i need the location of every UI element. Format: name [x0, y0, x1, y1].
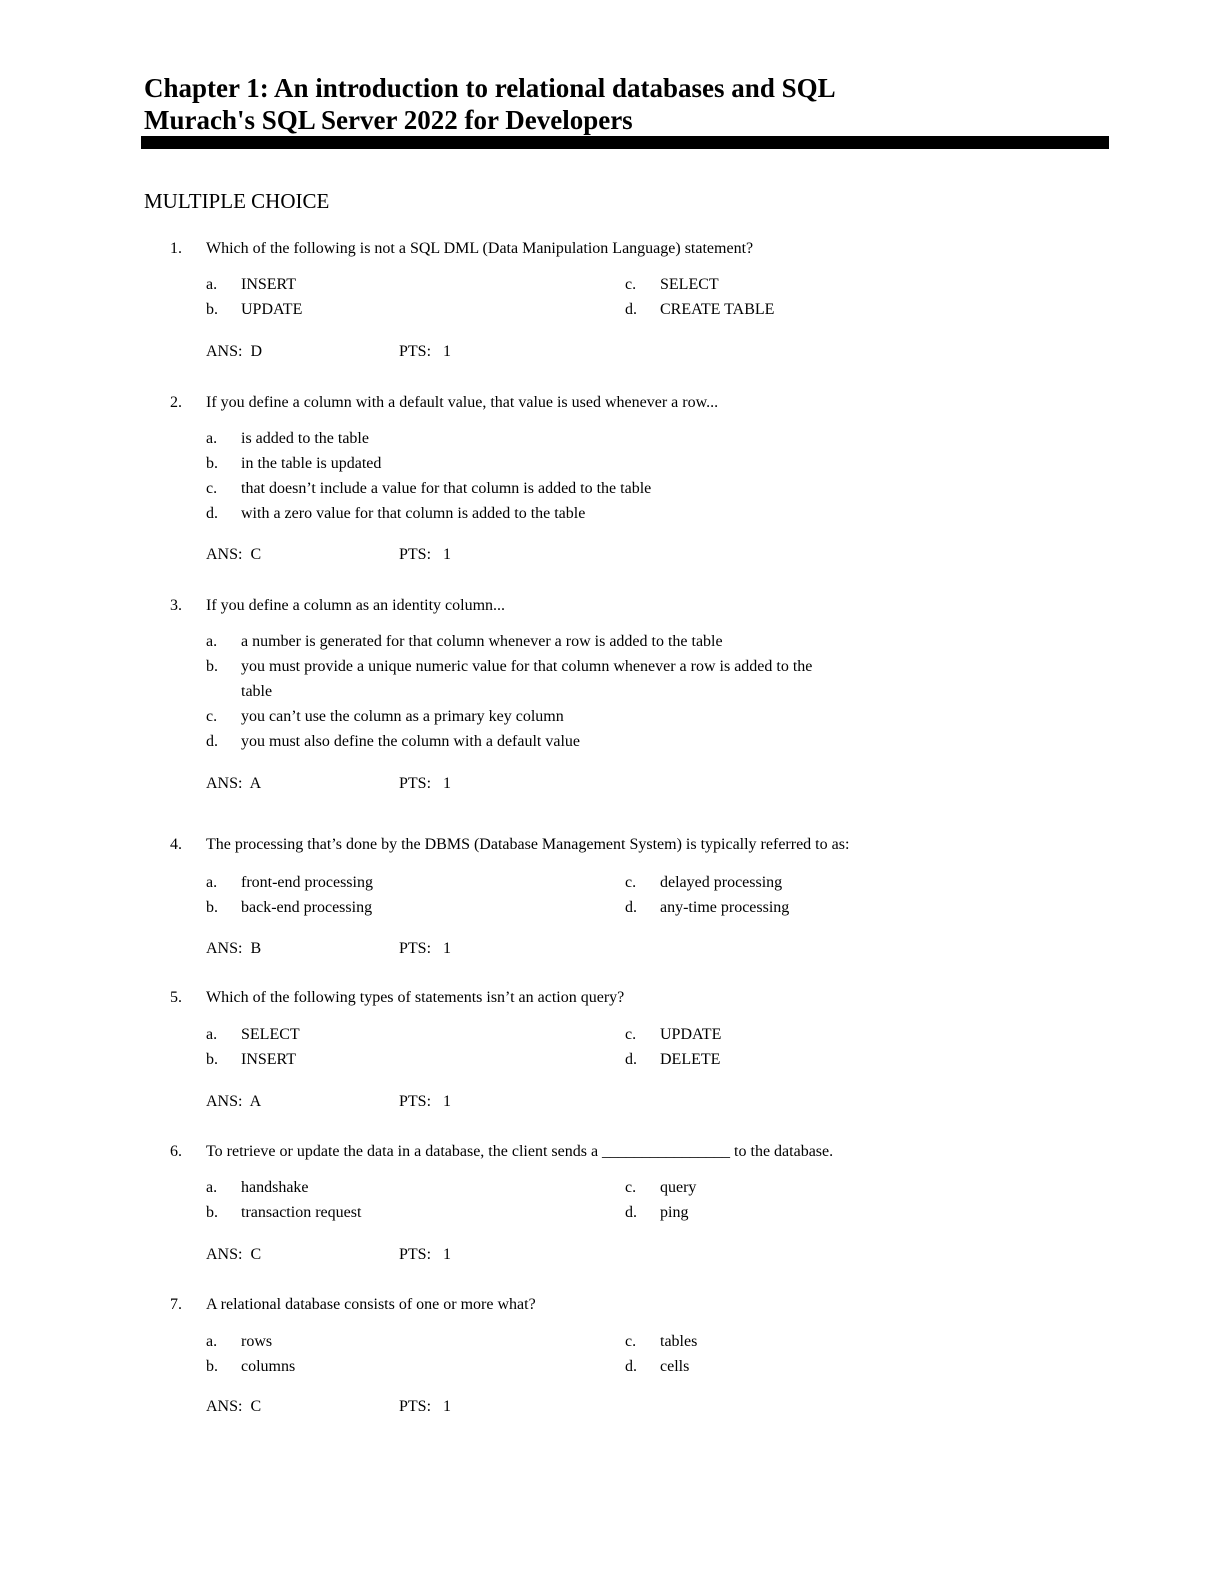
option-b: b. UPDATE: [206, 301, 303, 318]
question-stem: 7. A relational database consists of one or more what?: [170, 1296, 536, 1313]
option-d: d. CREATE TABLE: [625, 301, 775, 318]
option-c: c. query: [625, 1179, 697, 1196]
book-title: Murach's SQL Server 2022 for Developers: [144, 105, 633, 135]
option-d: d. you must also define the column with a default value: [206, 733, 581, 750]
option-b: b. columns: [206, 1358, 296, 1375]
option-c: c. delayed processing: [625, 874, 783, 891]
option-b: b. in the table is updated: [206, 455, 382, 472]
option-a: a. rows: [206, 1333, 273, 1350]
option-b: b. transaction request: [206, 1204, 362, 1221]
question-stem: 4. The processing that’s done by the DBMS (Database Management System) is typically referred to as:: [170, 836, 850, 853]
answer-line: ANS: B PTS: 1: [206, 940, 452, 957]
option-a: a. is added to the table: [206, 430, 369, 447]
option-b: b. INSERT: [206, 1051, 297, 1068]
option-c: c. that doesn’t include a value for that column is added to the table: [206, 480, 652, 497]
question-stem: 2. If you define a column with a default value, that value is used whenever a row...: [170, 394, 719, 411]
answer-line: ANS: C PTS: 1: [206, 1246, 452, 1263]
header-rule: [141, 136, 1109, 149]
option-b-continuation: table: [241, 683, 273, 700]
option-c: c. UPDATE: [625, 1026, 722, 1043]
option-a: a. handshake: [206, 1179, 309, 1196]
option-c: c. tables: [625, 1333, 698, 1350]
answer-line: ANS: A PTS: 1: [206, 1093, 452, 1110]
answer-line: ANS: C PTS: 1: [206, 546, 452, 563]
document-header: [144, 72, 836, 136]
section-heading: MULTIPLE CHOICE: [144, 189, 330, 213]
answer-line: ANS: A PTS: 1: [206, 775, 452, 792]
option-a: a. front-end processing: [206, 874, 373, 891]
option-c: c. SELECT: [625, 276, 719, 293]
option-a: a. a number is generated for that column whenever a row is added to the table: [206, 633, 723, 650]
question-stem: 6. To retrieve or update the data in a database, the client sends a ________________ to the database.: [170, 1143, 834, 1160]
option-a: a. SELECT: [206, 1026, 300, 1043]
question-stem: 5. Which of the following types of statements isn’t an action query?: [170, 989, 625, 1006]
option-d: d. with a zero value for that column is added to the table: [206, 505, 586, 522]
option-d: d. cells: [625, 1358, 690, 1375]
option-b: b. you must provide a unique numeric value for that column whenever a row is added to the: [206, 658, 813, 675]
answer-line: ANS: D PTS: 1: [206, 343, 452, 360]
option-d: d. any-time processing: [625, 899, 790, 916]
question-stem: 3. If you define a column as an identity column...: [170, 597, 506, 614]
chapter-title: Chapter 1: An introduction to relational databases and SQL: [144, 73, 836, 103]
option-a: a. INSERT: [206, 276, 297, 293]
option-b: b. back-end processing: [206, 899, 373, 916]
option-c: c. you can’t use the column as a primary key column: [206, 708, 564, 725]
option-d: d. DELETE: [625, 1051, 721, 1068]
answer-line: ANS: C PTS: 1: [206, 1398, 452, 1415]
question-stem: 1. Which of the following is not a SQL DML (Data Manipulation Language) statement?: [170, 240, 754, 257]
option-d: d. ping: [625, 1204, 689, 1221]
